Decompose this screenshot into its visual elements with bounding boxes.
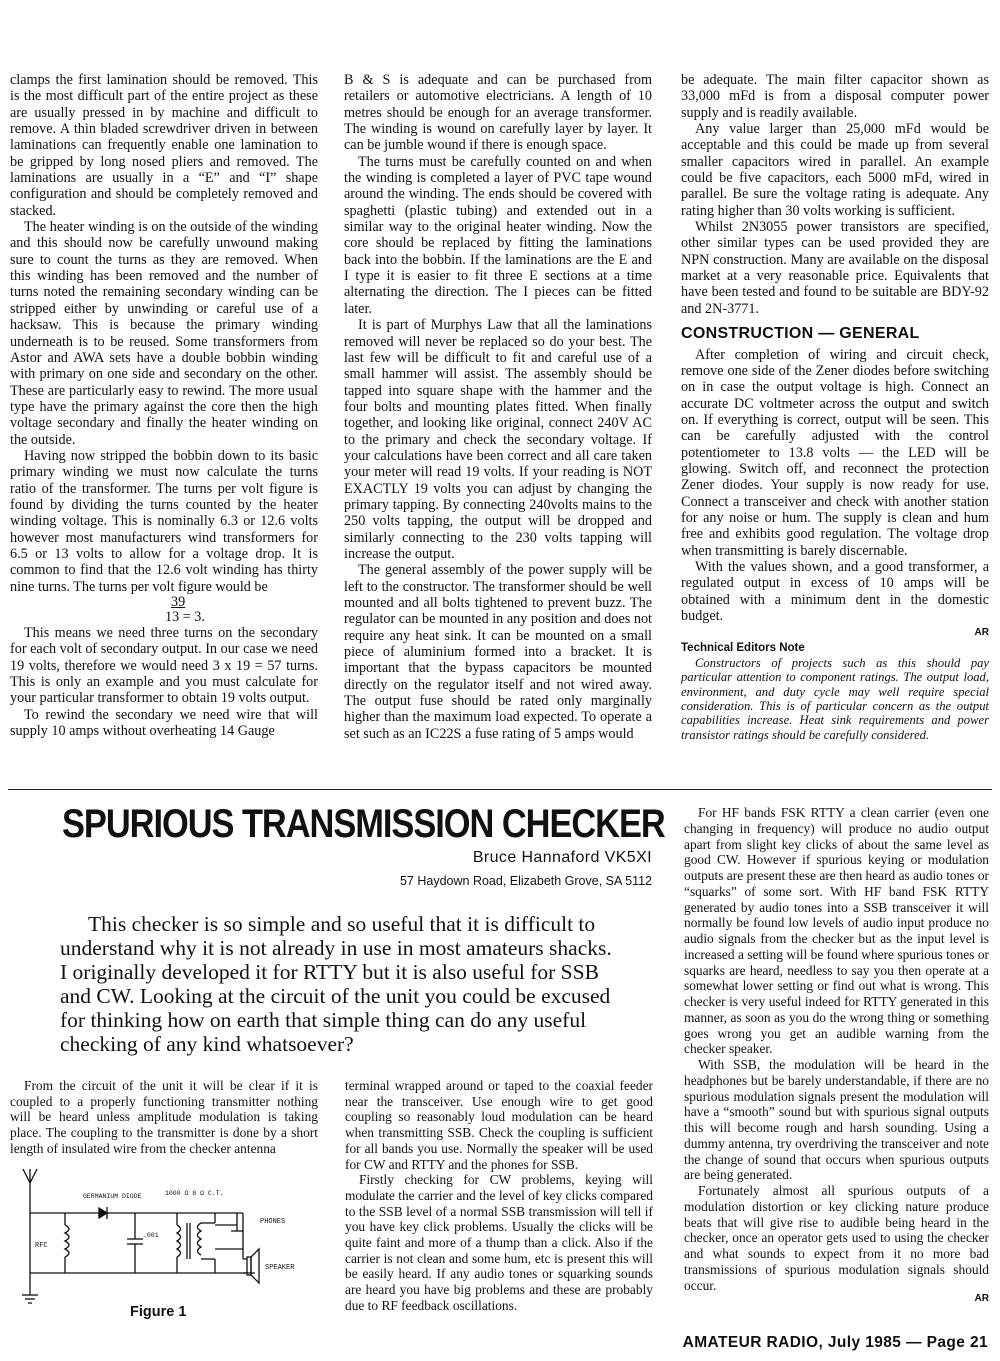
checker-column-2	[345, 1078, 653, 1314]
construction-heading: CONSTRUCTION — GENERAL	[681, 325, 920, 343]
article-title: SPURIOUS TRANSMISSION CHECKER	[62, 802, 665, 846]
article-author: Bruce Hannaford VK5XI	[472, 849, 652, 866]
fraction-denominator: 13 = 3.	[165, 609, 205, 625]
paragraph: With SSB, the modulation will be heard in the headphones but be barely understandable, if there are no spurious modulation signals present the modulation will have a “smooth” sound but with spurious signal outputs this will become rough and harsh sounding. Using a dummy antenna, try overdriving the transceiver and note the change of sound that occurs when spurious outputs are being generated.	[684, 1057, 989, 1183]
paragraph: Fortunately almost all spurious outputs of a modulation distortion or key clicking nature produce beats that will give rise to audible being heard in the checker, once an operator gets used to using the checker and what sounds to expect from it no more bad transmissions of spurious modulation signals should occur.	[684, 1183, 989, 1293]
transformer-label: 1000 Ω 8 Ω C.T.	[165, 1190, 224, 1197]
paragraph: After completion of wiring and circuit check, remove one side of the Zener diodes before switching on in case the output voltage is high. Connect an accurate DC voltmeter across the output and switch on. If everything is correct, output will be seen. This can be carefully adjusted with the control potentiometer to 13.8 volts — the LED will be glowing. Switch off, and reconnect the protection Zener diodes. Your supply is now ready for use. Connect a transceiver and check with another station for any noise or hum. The supply is clean and hum free and exhibits good regulation. The voltage drop when transmitting is barely discernable.	[681, 346, 989, 559]
paragraph: Any value larger than 25,000 mFd would be acceptable and this could be made up from several smaller capacitors wired in parallel. An example could be five capacitors, each 5000 mFd, wired in parallel. Be sure the voltage rating is adequate. Any rating higher than 30 volts working is sufficient.	[681, 121, 989, 219]
circuit-schematic	[15, 1165, 325, 1315]
paragraph: terminal wrapped around or taped to the coaxial feeder near the transceiver. Use enough wire to get good coupling so reasonably loud modulation can be heard when transmitting SSB. Check the coupling is sufficient for all bands you use. Normally the speaker will be used for CW and RTTY and the phones for SSB.	[345, 1078, 653, 1172]
paragraph: The heater winding is on the outside of the winding and this should now be carefully unwound making sure to count the turns as they are removed. When this winding has been removed and the number of turns noted the remaining secondary winding can be stripped either by unwinding or careful use of a hacksaw. This is because the primary winding underneath is to be reused. Some transformers from Astor and AWA sets have a double bobbin winding with primary on one side and secondary on the other. These are particularly easy to rewind. The more usual type have the primary against the core then the high voltage secondary and finally the heater winding on the outside.	[10, 219, 318, 448]
antenna-symbol	[23, 1169, 37, 1213]
checker-column-3	[684, 805, 989, 1307]
rfc-coil	[65, 1213, 69, 1273]
tech-note-body: Constructors of projects such as this should pay particular attention to component ratings. The output load, environment, and duty cycle may well require special consideration. This is of particular concern as the output capabilities increase. Heat sink requirements and power transistor ratings should be carefully considered.	[681, 656, 989, 742]
article-end-mark: AR	[974, 627, 989, 639]
top-article-column-3	[681, 72, 989, 742]
section-divider	[8, 789, 992, 790]
paragraph: To rewind the secondary we need wire that will supply 10 amps without overheating 14 Gauge	[10, 706, 318, 740]
paragraph: With the values shown, and a good transformer, a regulated output in excess of 10 amps will be obtained with a minimum dent in the domestic budget.	[681, 558, 989, 624]
phones-jack	[215, 1213, 243, 1249]
paragraph: Whilst 2N3055 power transistors are specified, other similar types can be used provided they are NPN construction. Many are available on the disposal market at a very reasonable price. Equivalents that have been tested and found to be suitable are BDY-92 and 2N-3771.	[681, 219, 989, 317]
article-end-mark: AR	[974, 1293, 989, 1305]
magazine-name: AMATEUR RADIO,	[682, 1334, 824, 1351]
turns-fraction	[165, 595, 318, 625]
page-footer	[683, 1334, 988, 1352]
top-article-column-1	[10, 72, 318, 739]
capacitor-label: .001	[143, 1232, 159, 1239]
phones-label: PHONES	[260, 1218, 286, 1226]
ground-symbol	[22, 1295, 38, 1303]
paragraph: The turns must be carefully counted on and when the winding is completed a layer of PVC tape wound around the winding. The ends should be covered with spaghetti (plastic tubing) and extended out in a similar way to the original heater winding. Now the core should be replaced by fitting the laminations back into the bobbin. If the laminations are the E and I type it is easier to fit three E sections at a time alternating the direction. The I pieces can be fitted later.	[344, 153, 652, 317]
paragraph: Firstly checking for CW problems, keying will modulate the carrier and the level of key clicks compared to the SSB level of a normal SSB transmission will tell if you have key click problems. Usually the clicks will be quite faint and more of a thump than a click. Also if the carrier is not clean and some hum, etc is present this will be easily heard. If any audio tones or squarking sounds are heard you have big problems and these are probably due to RF feedback oscillations.	[345, 1172, 653, 1313]
diode-label	[83, 1193, 142, 1200]
paragraph: It is part of Murphys Law that all the laminations removed will never be replaced so do your best. The last few will be difficult to fit and careful use of a small hammer will assist. The assembly should be tapped into square shape with the hammer and the four bolts and mounting plates fitted. When finally together, and looking like original, connect 240V AC to the primary and check the secondary voltage. If your calculations have been correct and all care taken your meter will read 19 volts. If your reading is NOT EXACTLY 19 volts you can adjust by changing the primary tapping. By connecting 240volts mains to the 250 volts tapping, the output will be dropped and similarly connecting to the 230 volts tapping will increase the output.	[344, 317, 652, 562]
article-intro: This checker is so simple and so useful that it is difficult to understand why it is not already in use in most amateurs shacks. I originally developed it for RTTY but it is also useful for SSB and CW. Looking at the circuit of the unit you could be excused for thinking how on earth that simple thing can do any useful checking of any kind whatsoever?	[60, 912, 612, 1056]
diode-label-text: GERMANIUM DIODE	[83, 1193, 142, 1200]
checker-column-1	[10, 1078, 318, 1157]
top-article-column-2	[344, 72, 652, 742]
paragraph: For HF bands FSK RTTY a clean carrier (even one changing in frequency) will produce no audio output apart from slight key clicks of about the same level as good CW. However if spurious keying or modulation outputs are present these are then heard as audio tones or “squarks” of some sort. With HF band FSK RTTY generated by audio tones into a SSB transceiver it will normally be found low levels of audio input produce no audio signals from the checker but as the input level is increased a setting will be found where spurious tones or squarks are heard, needless to say you then operate at a somewhat lower setting or find out what is wrong. This checker is very useful indeed for RTTY generated in this manner, as soon as you do the wrong thing or something goes wrong you get an audible warning from the checker speaker.	[684, 805, 989, 1057]
tech-note-title: Technical Editors Note	[681, 641, 805, 654]
rfc-label: RFC	[35, 1242, 48, 1250]
diode-symbol	[99, 1207, 107, 1219]
issue-and-page: July 1985 — Page 21	[827, 1334, 988, 1351]
transformer-symbol	[177, 1213, 201, 1273]
paragraph: clamps the first lamination should be removed. This is the most difficult part of the entire project as these are usually pressed in by machine and difficult to remove. A thin bladed screwdriver driven in between laminations can frequently enable one lamination to be gripped by long nosed pliers and removed. The laminations are usually in a “E” and “I” shape configuration and should be completely removed and stacked.	[10, 72, 318, 219]
author-address: 57 Haydown Road, Elizabeth Grove, SA 5112	[399, 874, 652, 888]
fraction-numerator: 39	[171, 594, 186, 610]
capacitor-symbol	[127, 1213, 143, 1273]
paragraph: B & S is adequate and can be purchased from retailers or automotive electricians. A length of 10 metres should be enough for an average transformer. The winding is wound on carefully layer by layer. It can be jumble wound if there is enough space.	[344, 72, 652, 154]
figure-caption: Figure 1	[130, 1304, 187, 1320]
paragraph: be adequate. The main filter capacitor shown as 33,000 mFd is from a disposal computer power supply and is readily available.	[681, 72, 989, 121]
paragraph: Having now stripped the bobbin down to its basic primary winding we must now calculate the turns ratio of the transformer. The turns per volt figure is found by dividing the turns counted by the heater winding voltage. This is nominally 6.3 or 12.6 volts however most manufacturers wind transformers for 6.5 or 13 volts to allow for a voltage drop. It is common to find that the 12.6 volt winding has thirty nine turns. The turns per volt figure would be	[10, 447, 318, 595]
speaker-symbol	[243, 1249, 259, 1283]
paragraph: This means we need three turns on the secondary for each volt of secondary output. In our case we need 19 volts, therefore we would need 3 x 19 = 57 turns. This is only an example and you must calculate for your particular transformer to obtain 19 volts output.	[10, 625, 318, 707]
paragraph: From the circuit of the unit it will be clear if it is coupled to a properly functioning transmitter nothing will be heard unless amplitude modulation is taking place. The coupling to the transmitter is done by a short length of insulated wire from the checker antenna	[10, 1078, 318, 1156]
paragraph: The general assembly of the power supply will be left to the constructor. The transformer should be well mounted and all bolts tightened to prevent buzz. The regulator can be mounted in any position and does not require any heat sink. It can be mounted on a small piece of aluminium formed into a bracket. It is important that the bypass capacitors be mounted directly on the regulator itself and not wired away. The output fuse should be rated only marginally higher than the maximum load expected. To operate a set such as an IC22S a fuse rating of 5 amps would	[344, 562, 652, 742]
speaker-label: SPEAKER	[265, 1264, 295, 1272]
